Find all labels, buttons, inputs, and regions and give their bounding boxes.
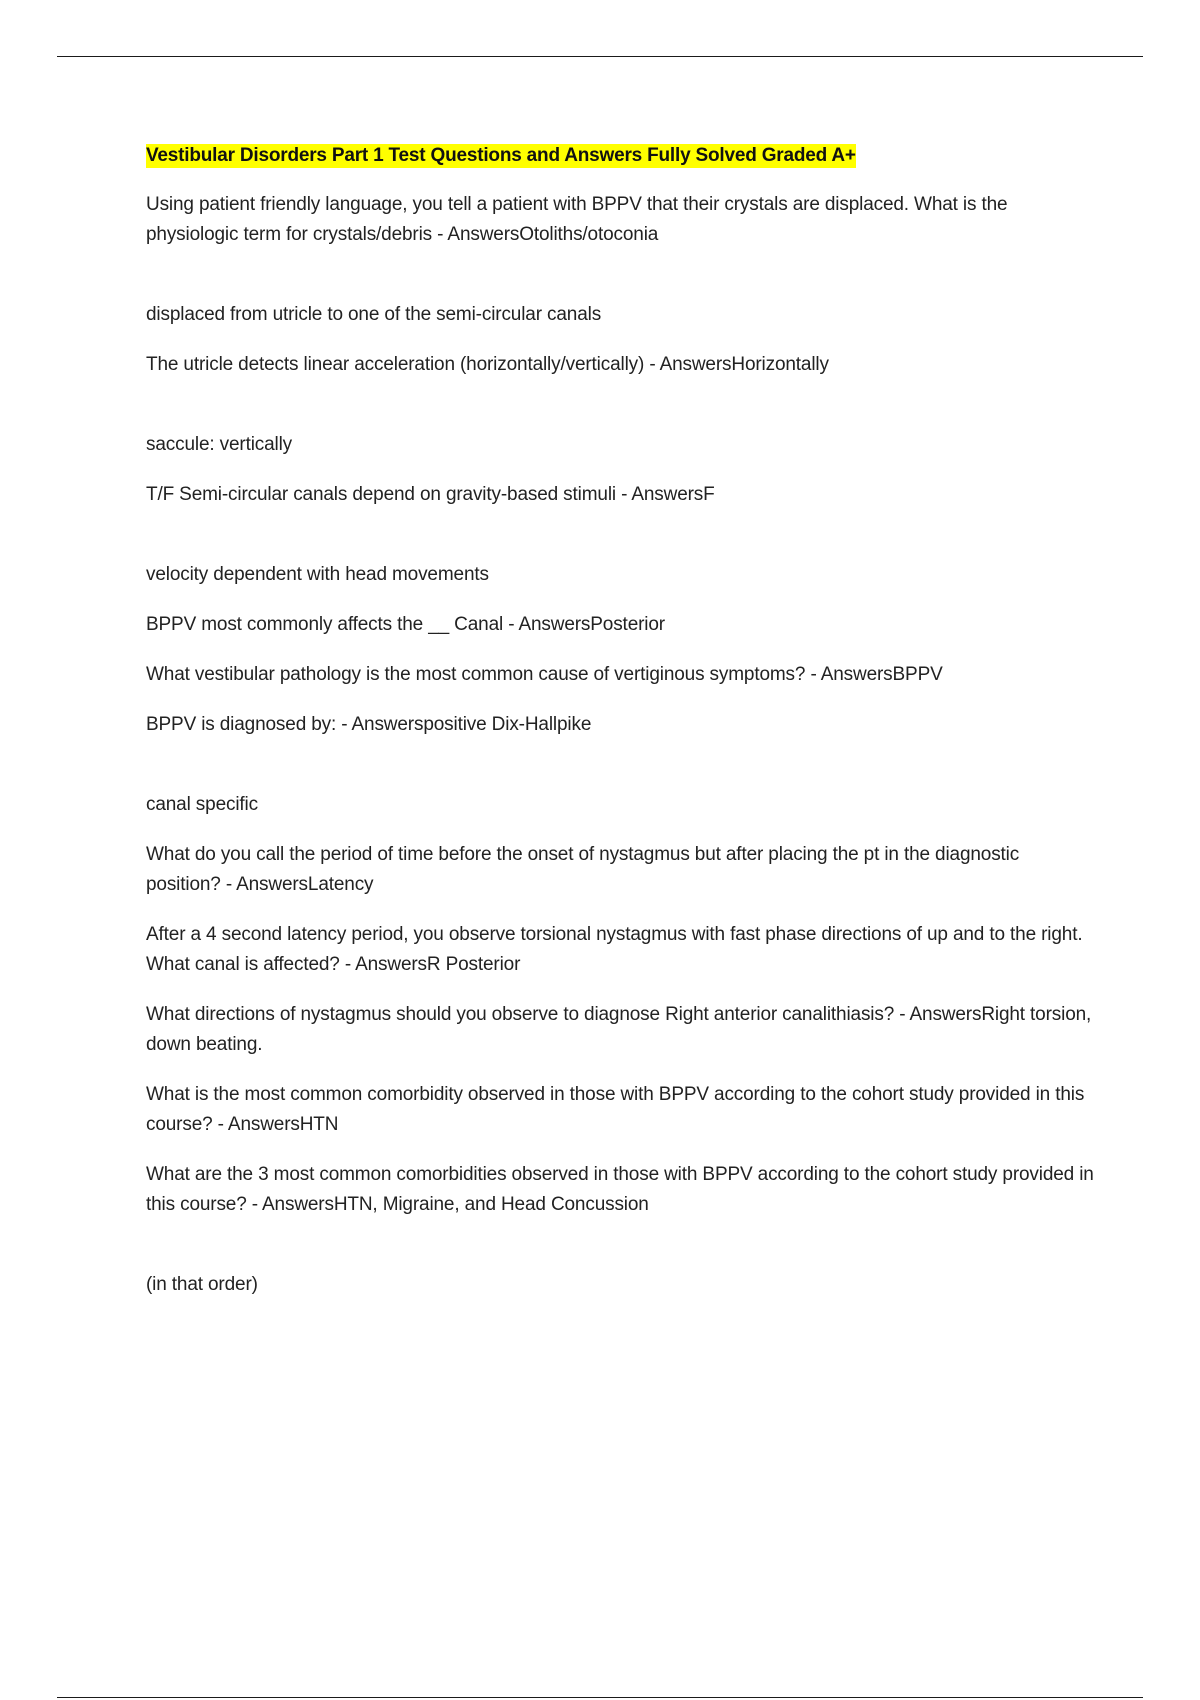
- qa-paragraph: What vestibular pathology is the most common cause of vertiginous symptoms? - AnswersBPPV: [146, 664, 943, 685]
- qa-paragraph: BPPV most commonly affects the __ Canal - AnswersPosterior: [146, 614, 665, 635]
- qa-paragraph: What do you call the period of time before the onset of nystagmus but after placing the pt in the diagnostic position? - AnswersLatency: [146, 844, 1020, 895]
- qa-paragraph: What are the 3 most common comorbidities observed in those with BPPV according to the cohort study provided in this course? - AnswersHTN, Migraine, and Head Concussion: [146, 1164, 1094, 1215]
- header-rule: [57, 56, 1143, 57]
- qa-paragraph: T/F Semi-circular canals depend on gravity-based stimuli - AnswersF: [146, 484, 715, 505]
- qa-paragraph: Using patient friendly language, you tell a patient with BPPV that their crystals are displaced. What is the physiologic term for crystals/debris - AnswersOtoliths/otoconia: [146, 194, 1008, 245]
- qa-paragraph: The utricle detects linear acceleration (horizontally/vertically) - AnswersHorizontally: [146, 354, 829, 375]
- note-paragraph: saccule: vertically: [146, 434, 293, 455]
- note-paragraph: displaced from utricle to one of the semi-circular canals: [146, 304, 602, 325]
- document-body: [146, 144, 1096, 1300]
- qa-paragraph: After a 4 second latency period, you observe torsional nystagmus with fast phase directions of up and to the right. What canal is affected? - AnswersR Posterior: [146, 924, 1083, 975]
- qa-paragraph: What directions of nystagmus should you observe to diagnose Right anterior canalithiasis? - AnswersRight torsion, down beating.: [146, 1004, 1092, 1055]
- note-paragraph: canal specific: [146, 794, 258, 815]
- note-paragraph: velocity dependent with head movements: [146, 564, 489, 585]
- document-title: Vestibular Disorders Part 1 Test Questions and Answers Fully Solved Graded A+: [146, 145, 856, 166]
- qa-paragraph: What is the most common comorbidity observed in those with BPPV according to the cohort study provided in this course? - AnswersHTN: [146, 1084, 1085, 1135]
- footer-rule: [57, 1697, 1143, 1698]
- note-paragraph: (in that order): [146, 1274, 258, 1295]
- qa-paragraph: BPPV is diagnosed by: - Answerspositive Dix-Hallpike: [146, 714, 592, 735]
